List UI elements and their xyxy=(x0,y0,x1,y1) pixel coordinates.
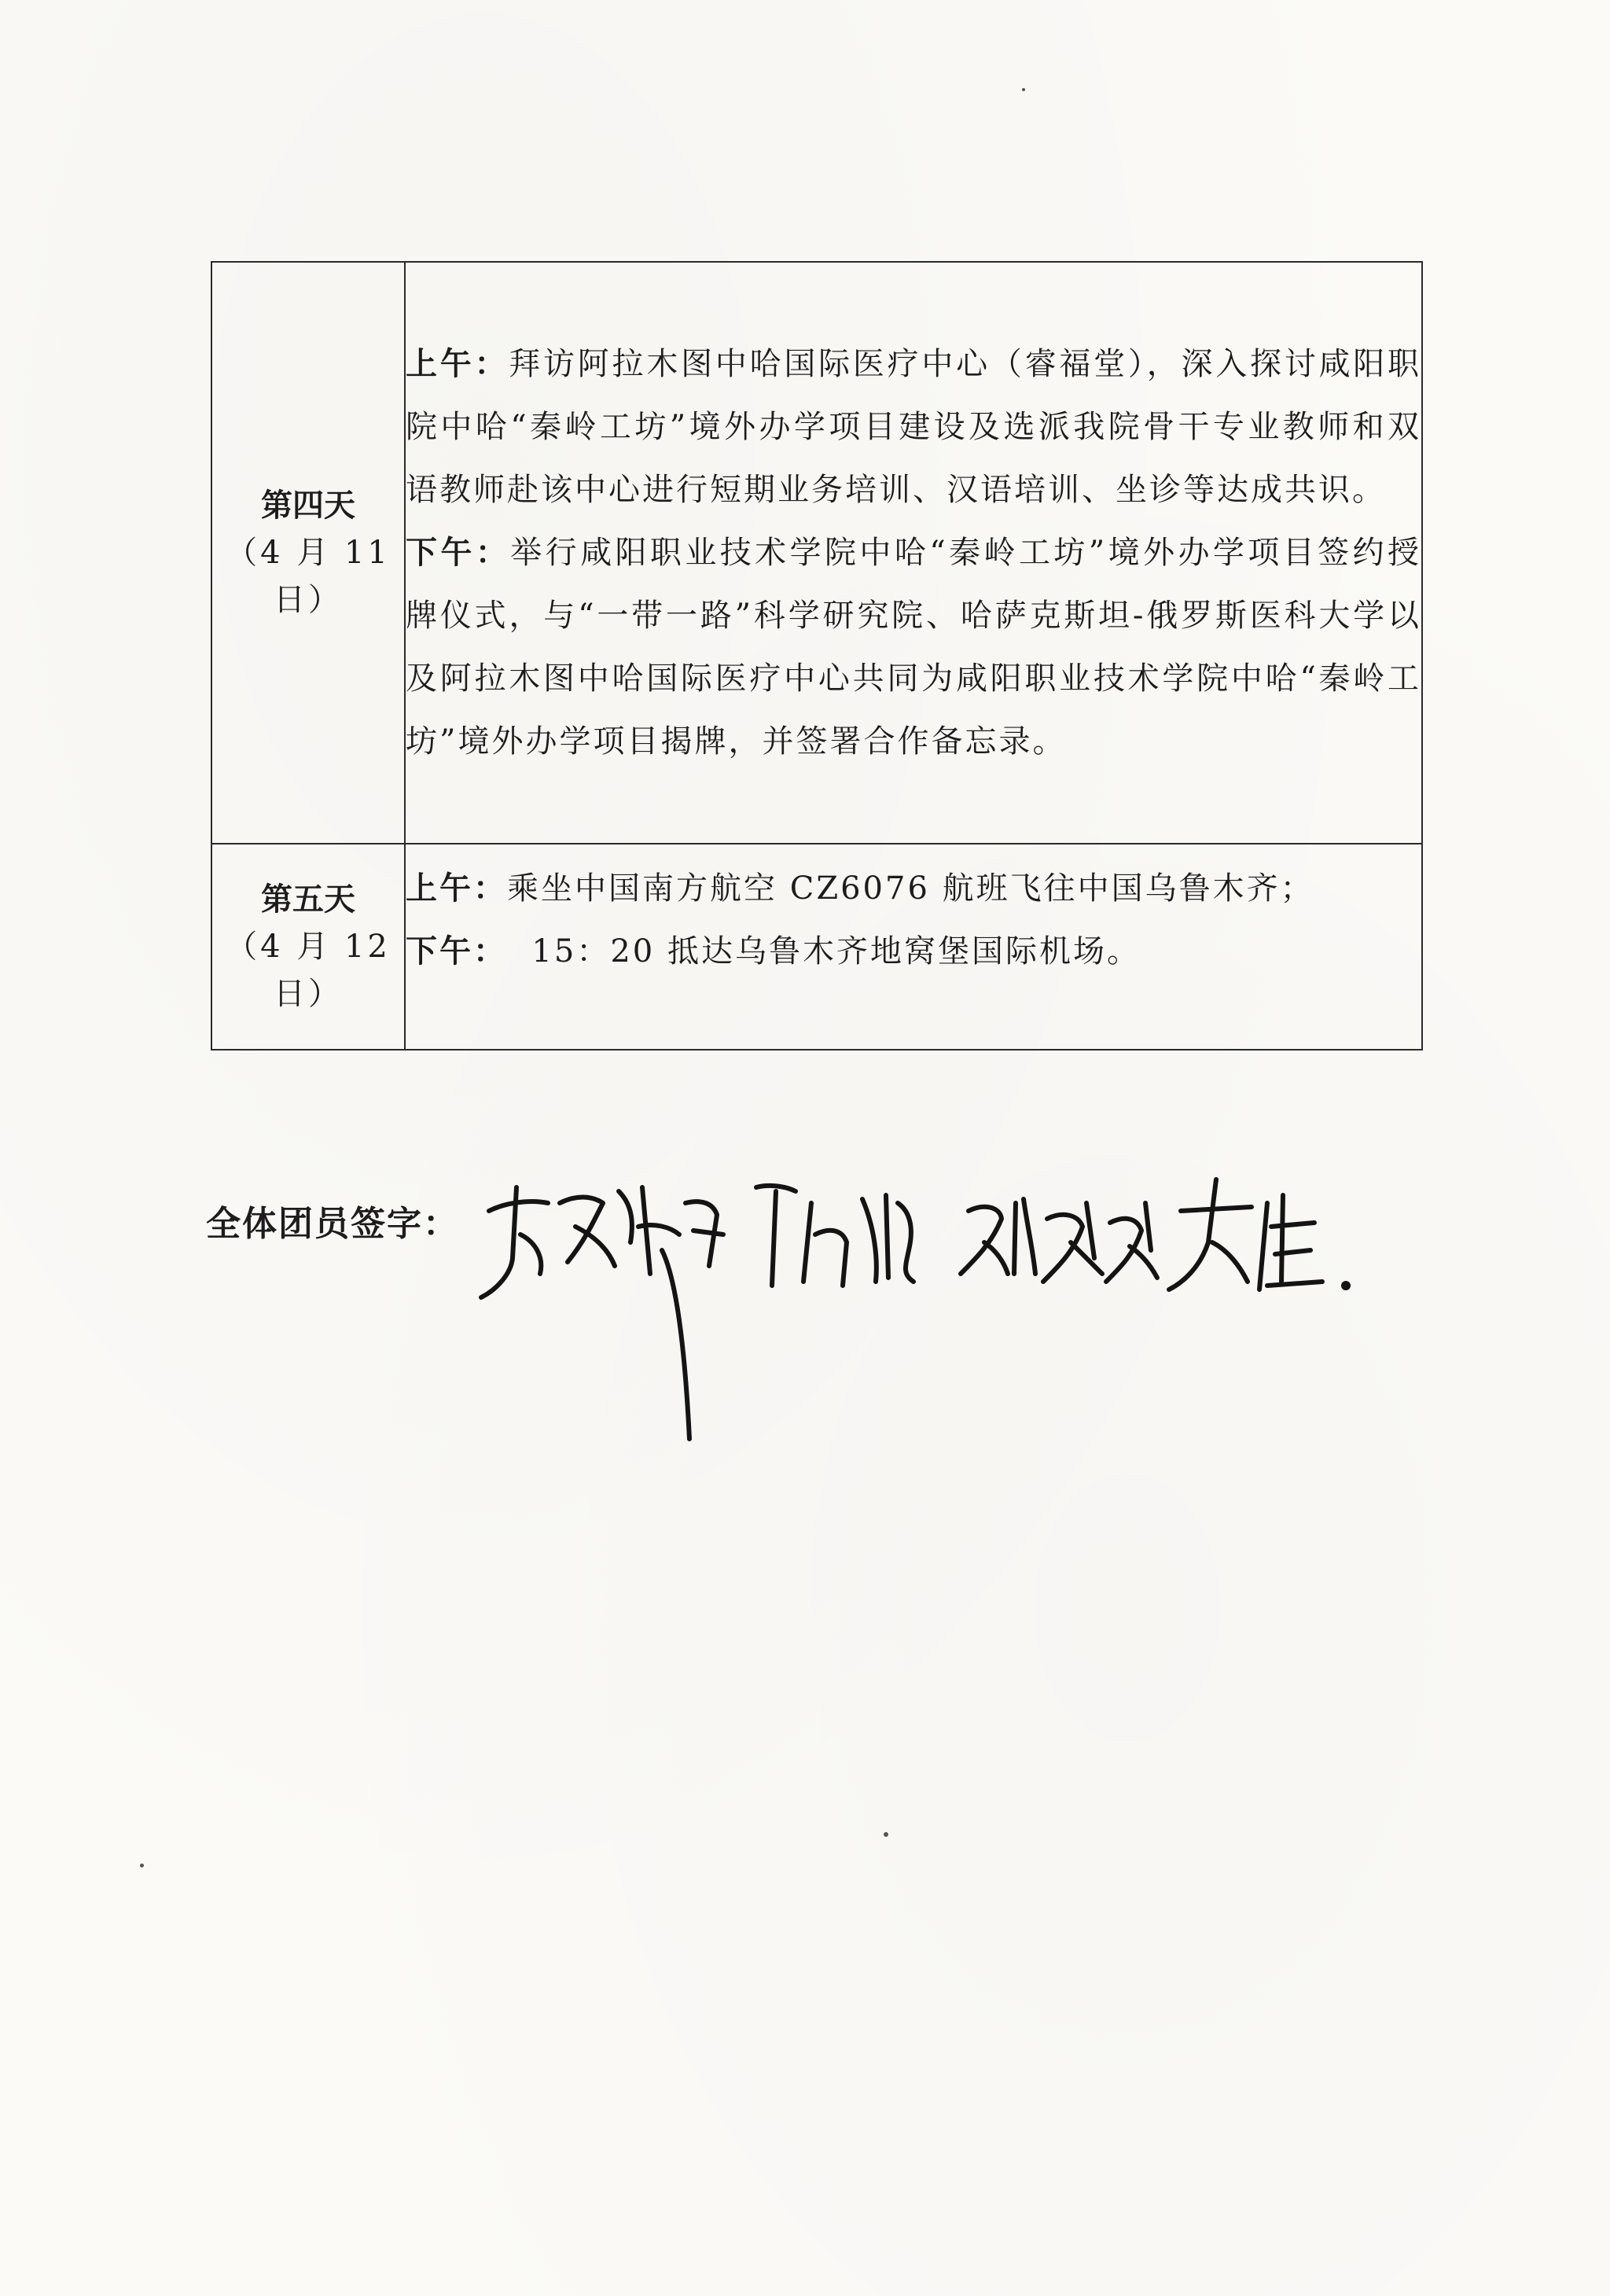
day-date-line2: 日） xyxy=(274,976,343,1012)
day-date-line1: （4 月 11 xyxy=(226,535,391,571)
table-row-day4 xyxy=(211,262,1422,844)
handwritten-signatures xyxy=(473,1156,1401,1455)
schedule-cell xyxy=(405,262,1422,844)
scan-speck xyxy=(884,1832,888,1837)
schedule-cell xyxy=(405,844,1422,1050)
signature-1 xyxy=(481,1187,723,1439)
day-date-line2: 日） xyxy=(274,582,343,618)
afternoon-label: 下午： xyxy=(406,534,511,571)
itinerary-table xyxy=(211,261,1423,1050)
morning-label: 上午： xyxy=(406,345,509,382)
signature-section xyxy=(206,1179,1401,1463)
day-cell xyxy=(211,262,405,844)
afternoon-paragraph xyxy=(406,920,1421,983)
signature-2 xyxy=(756,1186,913,1286)
day-cell xyxy=(211,844,405,1050)
signature-label: 全体团员签字： xyxy=(206,1204,459,1244)
day-name: 第五天 xyxy=(261,881,355,918)
scan-speck xyxy=(140,1864,144,1867)
day-name: 第四天 xyxy=(261,487,355,524)
afternoon-text: 举行咸阳职业技术学院中哈“秦岭工坊”境外办学项目签约授牌仪式，与“一带一路”科学研究院、哈萨克斯坦-俄罗斯医科大学以及阿拉木图中哈国际医疗中心共同为咸阳职业技术学院中哈“秦岭工坊”境外办学项目揭牌，并签署合作备忘录。 xyxy=(406,535,1422,760)
scan-speck xyxy=(1022,88,1025,91)
morning-text: 拜访阿拉木图中哈国际医疗中心（睿福堂），深入探讨咸阳职院中哈“秦岭工坊”境外办学项目建设及选派我院骨干专业教师和双语教师赴该中心进行短期业务培训、汉语培训、坐诊等达成共识。 xyxy=(406,346,1422,508)
afternoon-paragraph xyxy=(406,521,1421,773)
signature-3 xyxy=(961,1199,1157,1282)
afternoon-label: 下午： xyxy=(406,933,507,970)
morning-label: 上午： xyxy=(406,870,507,907)
morning-paragraph xyxy=(406,333,1421,521)
morning-text: 乘坐中国南方航空 CZ6076 航班飞往中国乌鲁木齐； xyxy=(507,870,1314,907)
signature-4 xyxy=(1169,1179,1348,1290)
morning-paragraph xyxy=(406,857,1421,920)
day-date-line1: （4 月 12 xyxy=(226,929,391,965)
table-row-day5 xyxy=(211,844,1422,1050)
afternoon-text: 15：20 抵达乌鲁木齐地窝堡国际机场。 xyxy=(507,933,1141,970)
